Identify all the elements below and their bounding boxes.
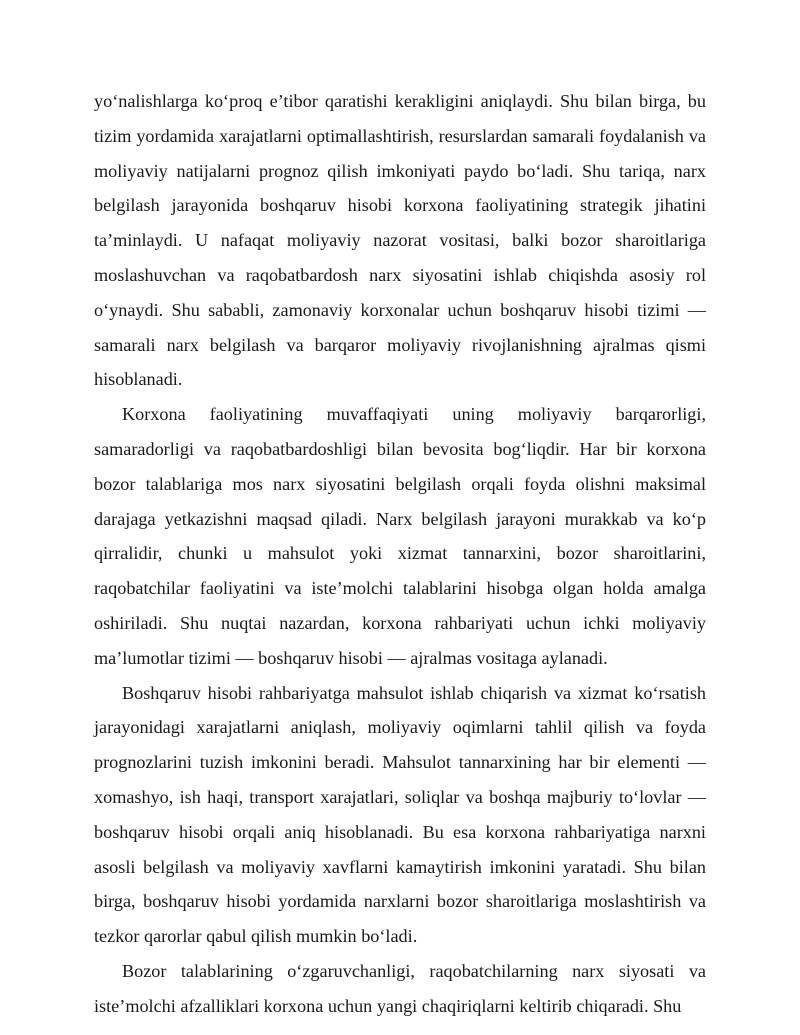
paragraph: Korxona faoliyatining muvaffaqiyati uning moliyaviy barqarorligi, samaradorligi va raqobatbardoshligi bilan bevosita bog‘liqdir. Har bir korxona bozor talablariga mos narx siyosatini belgilash orqali foyda olishni maksimal darajaga yetkazishni maqsad qiladi. Narx belgilash jarayoni murakkab va ko‘p qirralidir, chunki u mahsulot yoki xizmat tannarxini, bozor sharoitlarini, raqobatchilar faoliyatini va iste’molchi talablarini hisobga olgan holda amalga oshiriladi. Shu nuqtai nazardan, korxona rahbariyati uchun ichki moliyaviy ma’lumotlar tizimi — boshqaruv hisobi — ajralmas vositaga aylanadi. <box>94 404 706 668</box>
paragraph: Bozor talablarining o‘zgaruvchanligi, raqobatchilarning narx siyosati va iste’molchi afzalliklari korxona uchun yangi chaqiriqlarni keltirib chiqaradi. Shu <box>94 960 706 1016</box>
paragraph: yo‘nalishlarga ko‘proq e’tibor qaratishi kerakligini aniqlaydi. Shu bilan birga, bu tizim yordamida xarajatlarni optimallashtirish, resurslardan samarali foydalanish va moliyaviy natijalarni prognoz qilish imkoniyati paydo bo‘ladi. Shu tariqa, narx belgilash jarayonida boshqaruv hisobi korxona faoliyatining strategik jihatini ta’minlaydi. U nafaqat moliyaviy nazorat vositasi, balki bozor sharoitlariga moslashuvchan va raqobatbardosh narx siyosatini ishlab chiqishda asosiy rol o‘ynaydi. Shu sababli, zamonaviy korxonalar uchun boshqaruv hisobi tizimi — samarali narx belgilash va barqaror moliyaviy rivojlanishning ajralmas qismi hisoblanadi. <box>94 91 706 390</box>
document-page <box>94 84 706 1024</box>
paragraph: Boshqaruv hisobi rahbariyatga mahsulot ishlab chiqarish va xizmat ko‘rsatish jarayonidagi xarajatlarni aniqlash, moliyaviy oqimlarni tahlil qilish va foyda prognozlarini tuzish imkonini beradi. Mahsulot tannarxining har bir elementi — xomashyo, ish haqi, transport xarajatlari, soliqlar va boshqa majburiy to‘lovlar — boshqaruv hisobi orqali aniq hisoblanadi. Bu esa korxona rahbariyatiga narxni asosli belgilash va moliyaviy xavflarni kamaytirish imkonini yaratadi. Shu bilan birga, boshqaruv hisobi yordamida narxlarni bozor sharoitlariga moslashtirish va tezkor qarorlar qabul qilish mumkin bo‘ladi. <box>94 682 706 947</box>
